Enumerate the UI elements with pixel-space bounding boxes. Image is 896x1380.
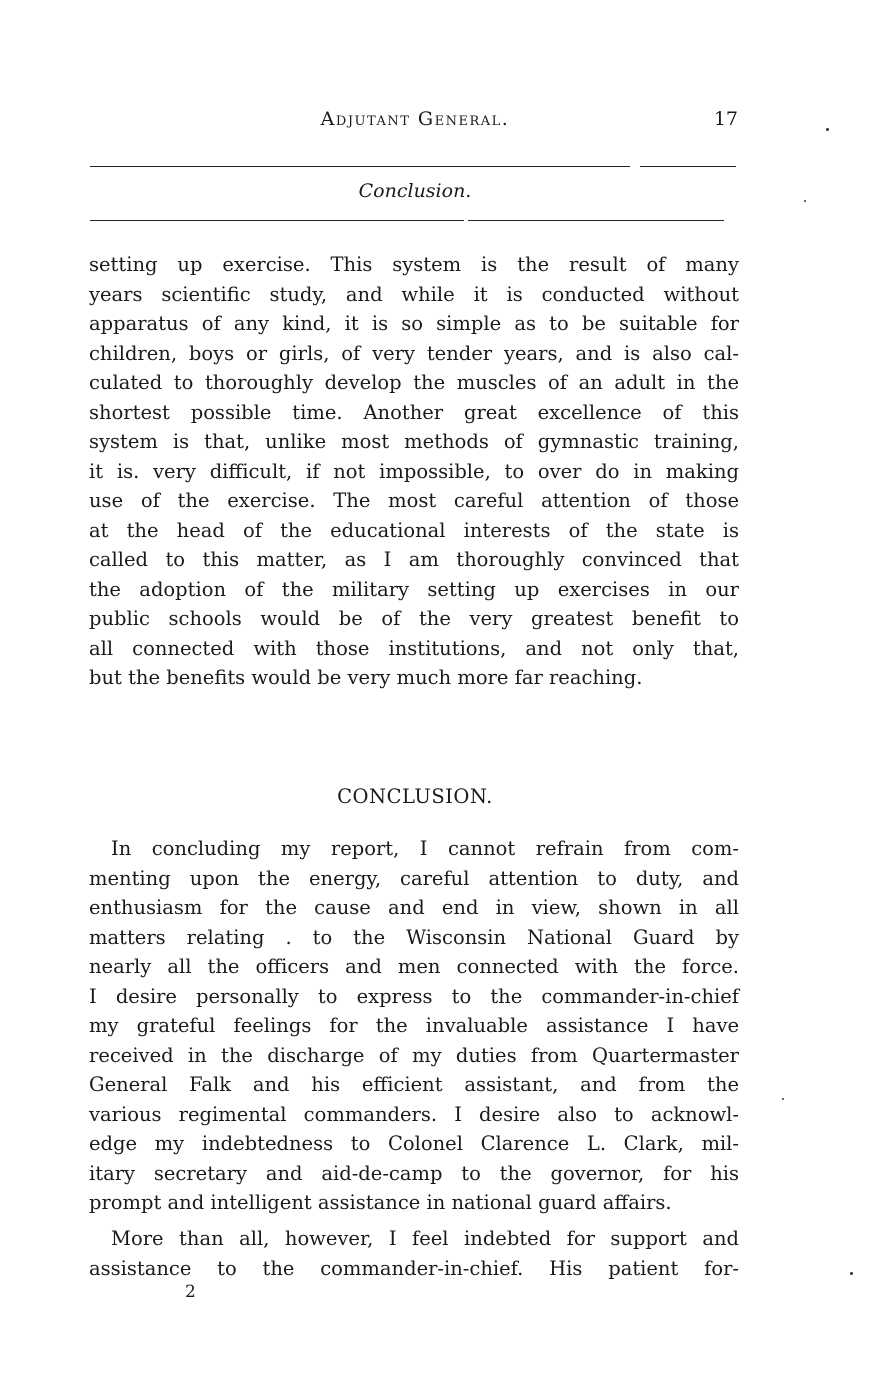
running-title: Adjutant General. xyxy=(320,108,510,130)
text-line: system is that, unlike most methods of gymnastic training, xyxy=(89,430,739,453)
header-rule-right xyxy=(640,166,736,167)
text-line: setting up exercise. This system is the result of many xyxy=(89,253,739,276)
header-rule-left xyxy=(90,166,630,167)
text-line: apparatus of any kind, it is so simple as to be suitable for xyxy=(89,312,739,335)
text-line: public schools would be of the very greatest benefit to xyxy=(89,607,739,630)
text-line: the adoption of the military setting up exercises in our xyxy=(89,577,739,601)
text-line: culated to thoroughly develop the muscles of an adult in the xyxy=(89,371,739,394)
print-speck xyxy=(782,1098,784,1100)
text-line: I desire personally to express to the commander-in-chief xyxy=(89,984,739,1008)
conclusion-heading: CONCLUSION. xyxy=(337,785,493,808)
text-line: but the benefits would be very much more far reaching. xyxy=(89,666,643,689)
section-rule-right xyxy=(468,220,724,221)
signature-mark: 2 xyxy=(185,1282,196,1302)
text-line: matters relating . to the Wisconsin National Guard by xyxy=(89,925,739,949)
text-line: prompt and intelligent assistance in national guard affairs. xyxy=(89,1191,672,1214)
text-line: shortest possible time. Another great excellence of this xyxy=(89,400,739,424)
text-line: itary secretary and aid-de-camp to the governor, for his xyxy=(89,1161,739,1185)
text-line: enthusiasm for the cause and end in view, shown in all xyxy=(89,896,739,919)
running-head xyxy=(90,108,740,134)
text-line: my grateful feelings for the invaluable assistance I have xyxy=(89,1014,739,1037)
text-line: various regimental commanders. I desire also to acknowl- xyxy=(89,1102,739,1126)
text-line: at the head of the educational interests of the state is xyxy=(89,518,739,542)
text-line: In concluding my report, I cannot refrain from com- xyxy=(111,837,739,860)
text-line: received in the discharge of my duties from Quartermaster xyxy=(89,1043,739,1067)
text-line: all connected with those institutions, and not only that, xyxy=(89,636,739,660)
print-speck xyxy=(850,1272,853,1275)
text-line: nearly all the officers and men connected with the force. xyxy=(89,955,739,978)
paragraph-concluding-report xyxy=(89,834,739,1218)
text-line: menting upon the energy, careful attention to duty, and xyxy=(89,866,739,890)
text-line: use of the exercise. The most careful attention of those xyxy=(89,489,739,512)
page-number: 17 xyxy=(713,108,738,130)
text-line: children, boys or girls, of very tender years, and is also cal- xyxy=(89,341,739,365)
print-speck xyxy=(826,128,829,131)
text-line: assistance to the commander-in-chief. His patient for- xyxy=(89,1256,739,1280)
text-line: edge my indebtedness to Colonel Clarence L. Clark, mil- xyxy=(89,1132,739,1155)
paragraph-setting-up-exercise xyxy=(89,250,739,693)
text-line: General Falk and his efficient assistant, and from the xyxy=(89,1073,739,1096)
text-line: More than all, however, I feel indebted for support and xyxy=(111,1227,739,1250)
paragraph-more-than-all xyxy=(89,1224,739,1283)
text-line: years scientific study, and while it is conducted without xyxy=(89,282,739,306)
section-title: Conclusion. xyxy=(358,180,472,202)
section-rule-left xyxy=(90,220,464,221)
text-line: it is. very difficult, if not impossible, to over do in making xyxy=(89,459,739,483)
print-speck xyxy=(804,200,806,202)
text-line: called to this matter, as I am thoroughly convinced that xyxy=(89,548,739,571)
